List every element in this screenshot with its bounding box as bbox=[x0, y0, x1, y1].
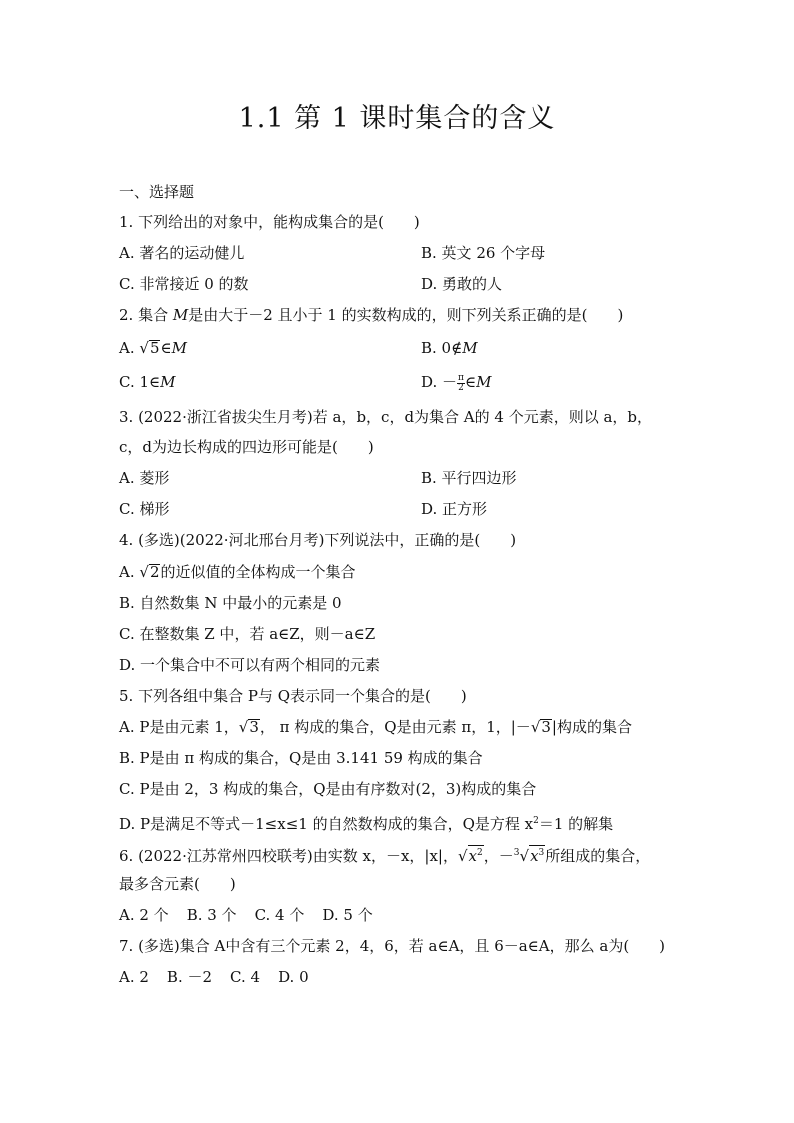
q3-option-a: A. 菱形 bbox=[119, 469, 170, 487]
question-2-stem: 2. 集合 M是由大于－2 且小于 1 的实数构成的，则下列关系正确的是( ) bbox=[119, 306, 624, 324]
question-4-stem: 4. (多选)(2022·河北邢台月考)下列说法中，正确的是( ) bbox=[119, 531, 517, 549]
q5-option-c: C. P是由 2，3 构成的集合，Q是由有序数对(2，3)构成的集合 bbox=[119, 780, 537, 798]
q1-option-b: B. 英文 26 个字母 bbox=[421, 244, 546, 262]
question-6-line-2: 最多含元素( ) bbox=[119, 875, 236, 893]
q7-option-a: A. 2 bbox=[119, 968, 149, 986]
q3-option-d: D. 正方形 bbox=[421, 500, 488, 518]
q4-option-d: D. 一个集合中不可以有两个相同的元素 bbox=[119, 656, 381, 674]
q4-option-a: A. √2的近似值的全体构成一个集合 bbox=[119, 563, 356, 581]
page-title: 1.1 第 1 课时集合的含义 bbox=[238, 103, 556, 134]
q1-option-a: A. 著名的运动健儿 bbox=[119, 244, 245, 262]
q6-option-c: C. 4 个 bbox=[254, 906, 305, 924]
section-heading: 一、选择题 bbox=[119, 183, 195, 201]
q4-option-b: B. 自然数集 N 中最小的元素是 0 bbox=[119, 594, 342, 612]
question-5-stem: 5. 下列各组中集合 P与 Q表示同一个集合的是( ) bbox=[119, 687, 467, 705]
q2-option-a: A. √5∈M bbox=[119, 339, 187, 357]
q1-option-c: C. 非常接近 0 的数 bbox=[119, 275, 249, 293]
question-1-stem: 1. 下列给出的对象中，能构成集合的是( ) bbox=[119, 213, 420, 231]
q6-option-d: D. 5 个 bbox=[322, 906, 373, 924]
q2-option-c: C. 1∈M bbox=[119, 373, 176, 391]
question-7-stem: 7. (多选)集合 A中含有三个元素 2，4，6，若 a∈A，且 6－a∈A，那么 a为( ) bbox=[119, 937, 666, 955]
q5-option-d: D. P是满足不等式－1≤x≤1 的自然数构成的集合，Q是方程 $x^2=1$ 的解集 bbox=[119, 815, 614, 833]
q7-option-d: D. 0 bbox=[278, 968, 309, 986]
q7-option-b: B. －2 bbox=[166, 968, 213, 986]
q6-option-a: A. 2 个 bbox=[119, 906, 169, 924]
q3-option-c: C. 梯形 bbox=[119, 500, 170, 518]
q4-option-c: C. 在整数集 Z 中，若 a∈Z，则－a∈Z bbox=[119, 625, 376, 643]
q7-option-c: C. 4 bbox=[230, 968, 261, 986]
q3-option-b: B. 平行四边形 bbox=[421, 469, 517, 487]
q6-option-b: B. 3 个 bbox=[186, 906, 237, 924]
q5-option-b: B. P是由 π 构成的集合，Q是由 3.141 59 构成的集合 bbox=[119, 749, 483, 767]
q2-option-d: D. － $\frac{\pi}{2}$ ∈M bbox=[421, 372, 492, 393]
q7-options bbox=[119, 967, 309, 987]
q1-option-d: D. 勇敢的人 bbox=[421, 275, 503, 293]
q2-option-b: B. 0∉M bbox=[421, 339, 478, 357]
q6-options bbox=[119, 905, 373, 925]
q5-option-a: A. P是由元素 1，√3， π 构成的集合，Q是由元素 π，1，|－√3|构成的集合 bbox=[119, 718, 632, 736]
question-6-line-1: 6. (2022·江苏常州四校联考)由实数 x，－x，|x|，$√x^2$，$-^3√x^3$所组成的集合， bbox=[119, 847, 651, 865]
question-3-line-2: c，d为边长构成的四边形可能是( ) bbox=[119, 438, 374, 456]
question-3-line-1: 3. (2022·浙江省拔尖生月考)若 a，b，c，d为集合 A的 4 个元素，则以 a，b， bbox=[119, 408, 653, 426]
